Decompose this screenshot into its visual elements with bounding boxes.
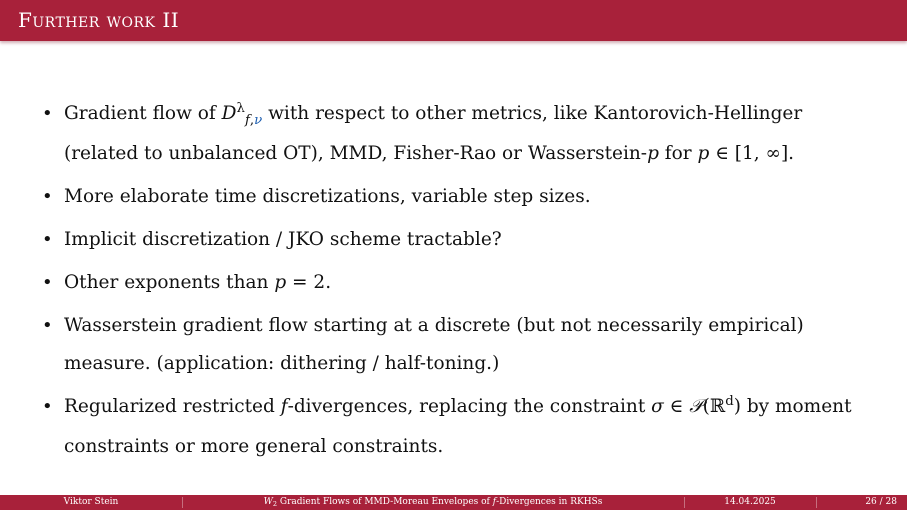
math-symbol: p xyxy=(647,143,659,164)
bullet-dot: • xyxy=(42,272,53,293)
footer-page-number xyxy=(816,495,907,510)
math-symbol: , xyxy=(249,112,255,128)
bullet-dot: • xyxy=(42,396,53,417)
item-text: = 2. xyxy=(286,272,332,293)
item-text: Other exponents than xyxy=(64,272,275,293)
footer-date: 14.04.2025 xyxy=(724,497,776,507)
math-superscript: λ xyxy=(236,100,245,116)
item-text: Implicit discretization / JKO scheme tractable? xyxy=(64,229,502,250)
math-subscript xyxy=(245,113,262,128)
list-item xyxy=(42,178,882,216)
list-item xyxy=(42,307,882,383)
math-symbol: D xyxy=(221,103,237,124)
math-superscript: d xyxy=(725,393,734,409)
list-item xyxy=(42,264,882,302)
bullet-dot: • xyxy=(42,186,53,207)
list-item xyxy=(42,388,882,466)
math-symbol: W xyxy=(263,497,273,507)
math-symbol: σ xyxy=(651,396,664,417)
item-text: ∈ xyxy=(663,396,690,417)
bullet-dot: • xyxy=(42,315,53,336)
item-text: (ℝ xyxy=(702,396,726,417)
math-symbol: f xyxy=(244,112,250,128)
footer-title-text: Gradient Flows of MMD-Moreau Envelopes of xyxy=(277,497,493,507)
math-subscript: 2 xyxy=(272,500,278,509)
math-symbol: ν xyxy=(254,112,263,128)
list-item xyxy=(42,95,882,173)
math-symbol: f xyxy=(492,497,497,507)
math-symbol: p xyxy=(697,143,710,164)
item-text: -divergences, replacing the constraint xyxy=(287,396,652,417)
bullet-dot: • xyxy=(42,229,53,250)
slide-title: Further work II xyxy=(18,8,180,32)
bullet-list xyxy=(42,95,882,471)
item-text: More elaborate time discretizations, variable step sizes. xyxy=(64,186,591,207)
slide-footer xyxy=(0,495,907,510)
slide-header xyxy=(0,0,907,41)
item-text: Gradient flow of xyxy=(64,103,222,124)
bullet-dot: • xyxy=(42,103,53,124)
math-symbol: f xyxy=(280,396,288,417)
item-text: Wasserstein gradient flow starting at a discrete (but not necessarily empirical) measure. (application: dithering / half-toning.) xyxy=(64,315,804,374)
math-symbol: p xyxy=(274,272,287,293)
footer-talk-title xyxy=(182,495,684,510)
footer-title-text: -Divergences in RKHSs xyxy=(496,497,603,507)
math-symbol: 𝒫 xyxy=(689,396,703,417)
item-text: ∈ [1, ∞]. xyxy=(709,143,795,164)
item-text: for xyxy=(658,143,698,164)
item-text: with respect to other metrics, like Kantorovich-Hellinger (related to unbalanced OT), MMD, Fisher-Rao or Wasserstein- xyxy=(64,103,803,164)
item-text: ) by moment constraints or more general constraints. xyxy=(64,396,852,457)
footer-author: Viktor Stein xyxy=(63,497,119,507)
list-item xyxy=(42,221,882,259)
item-text: Regularized restricted xyxy=(64,396,281,417)
page-number-text: 26 / 28 xyxy=(865,497,897,507)
